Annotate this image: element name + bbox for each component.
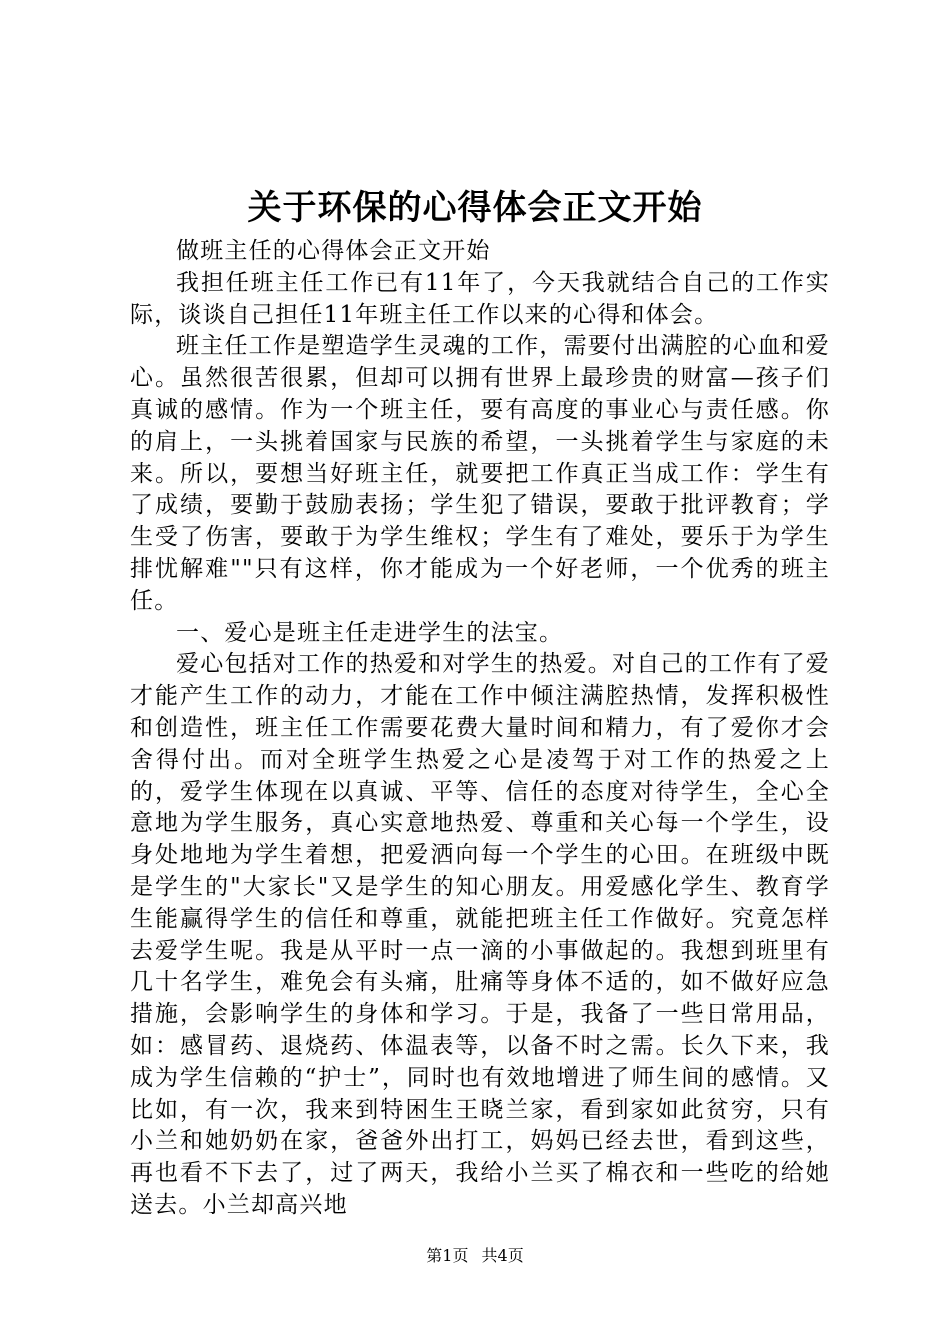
paragraph-main: 班主任工作是塑造学生灵魂的工作，需要付出满腔的心血和爱心。虽然很苦很累，但却可以拥有世界上最珍贵的财富—孩子们真诚的感情。作为一个班主任，要有高度的事业心与责任感。你的肩上，一头挑着国家与民族的希望，一头挑着学生与家庭的未来。所以，要想当好班主任，就要把工作真正当成工作：学生有了成绩，要勤于鼓励表扬；学生犯了错误，要敢于批评教育；学生受了伤害，要敢于为学生维权；学生有了难处，要乐于为学生排忧解难""只有这样，你才能成为一个好老师，一个优秀的班主任。 xyxy=(130,333,830,614)
page-footer xyxy=(0,1244,950,1268)
paragraph-section-1: 爱心包括对工作的热爱和对学生的热爱。对自己的工作有了爱才能产生工作的动力，才能在工作中倾注满腔热情，发挥积极性和创造性，班主任工作需要花费大量时间和精力，有了爱你才会舍得付出。而对全班学生热爱之心是凌驾于对工作的热爱之上的，爱学生体现在以真诚、平等、信任的态度对待学生，全心全意地为学生服务，真心实意地热爱、尊重和关心每一个学生，设身处地地为学生着想，把爱洒向每一个学生的心田。在班级中既是学生的"大家长"又是学生的知心朋友。用爱感化学生、教育学生能赢得学生的信任和尊重，就能把班主任工作做好。究竟怎样去爱学生呢。我是从平时一点一滴的小事做起的。我想到班里有几十名学生，难免会有头痛，肚痛等身体不适的，如不做好应急措施，会影响学生的身体和学习。于是，我备了一些日常用品，如：感冒药、退烧药、体温表等，以备不时之需。长久下来，我成为学生信赖的“护士”，同时也有效地增进了师生间的感情。又比如，有一次，我来到特困生王晓兰家，看到家如此贫穷，只有小兰和她奶奶在家，爸爸外出打工，妈妈已经去世，看到这些，再也看不下去了，过了两天，我给小兰买了棉衣和一些吃的给她送去。小兰却高兴地 xyxy=(130,651,830,1218)
paragraph-intro: 我担任班主任工作已有11年了，今天我就结合自己的工作实际，谈谈自己担任11年班主任工作以来的心得和体会。 xyxy=(130,269,830,328)
section-heading-1: 一、爱心是班主任走进学生的法宝。 xyxy=(176,619,564,646)
document-body xyxy=(130,236,830,1222)
document-title: 关于环保的心得体会正文开始 xyxy=(247,188,703,228)
page-number: 第1页 xyxy=(426,1246,469,1265)
paragraph-subtitle: 做班主任的心得体会正文开始 xyxy=(176,238,491,264)
page-total: 共4页 xyxy=(481,1246,524,1265)
